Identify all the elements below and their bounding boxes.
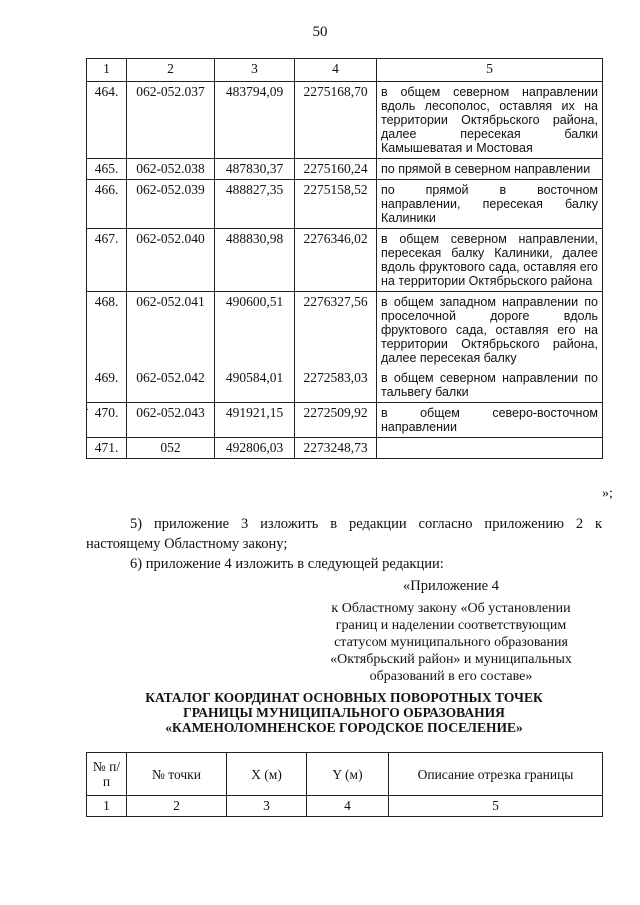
coordinates-table-body [87, 59, 603, 459]
paragraph-5: 5) приложение 3 изложить в редакции согласно приложению 2 к настоящему Областному закону; [86, 516, 602, 552]
catalog-heading [86, 690, 602, 735]
row-number: 470. [87, 403, 127, 438]
column-number: 5 [389, 796, 603, 817]
point-number: 062-052.043 [127, 403, 215, 438]
segment-description: в общем северном направлении, пересекая балку Калиники, далее вдоль фруктового сада, оставляя его на территории Октябрьского района [377, 229, 603, 292]
catalog-number-row [87, 796, 603, 817]
appendix-title: «Приложение 4 [403, 578, 499, 594]
table-row [87, 180, 603, 229]
point-number: 062-052.042 [127, 368, 215, 403]
table-row [87, 368, 603, 403]
y-coordinate: 2275168,70 [295, 82, 377, 159]
y-coordinate: 2276327,56 [295, 292, 377, 369]
x-coordinate: 487830,37 [215, 159, 295, 180]
x-coordinate: 492806,03 [215, 438, 295, 459]
appendix-line: статусом муниципального образования [334, 635, 568, 650]
point-number: 062-052.038 [127, 159, 215, 180]
header-cell: № п/п [87, 753, 127, 796]
closing-quote-mark: »; [602, 486, 613, 501]
table-header-row [87, 59, 603, 82]
appendix-caption [300, 600, 602, 685]
y-coordinate: 2275160,24 [295, 159, 377, 180]
y-coordinate: 2275158,52 [295, 180, 377, 229]
segment-description: по прямой в восточном направлении, пересекая балку Калиники [377, 180, 603, 229]
segment-description: в общем северо-восточном направлении [377, 403, 603, 438]
row-number: 466. [87, 180, 127, 229]
paragraph-6: 6) приложение 4 изложить в следующей редакции: [130, 556, 444, 572]
table-row [87, 403, 603, 438]
column-number: 2 [127, 796, 227, 817]
catalog-header-row [87, 753, 603, 796]
x-coordinate: 490584,01 [215, 368, 295, 403]
catalog-table [86, 752, 603, 817]
x-coordinate: 490600,51 [215, 292, 295, 369]
header-cell: 3 [215, 59, 295, 82]
row-number: 465. [87, 159, 127, 180]
row-number: 467. [87, 229, 127, 292]
appendix-line: образований в его составе» [369, 669, 533, 684]
point-number: 052 [127, 438, 215, 459]
header-cell: Описание отрезка границы [389, 753, 603, 796]
row-number: 471. [87, 438, 127, 459]
header-cell: 2 [127, 59, 215, 82]
table-row [87, 438, 603, 459]
y-coordinate: 2272509,92 [295, 403, 377, 438]
header-cell: 5 [377, 59, 603, 82]
x-coordinate: 491921,15 [215, 403, 295, 438]
segment-description: в общем северном направлении по тальвегу балки [377, 368, 603, 403]
header-cell: 1 [87, 59, 127, 82]
header-cell: Y (м) [307, 753, 389, 796]
appendix-line: «Октябрьский район» и муниципальных [330, 652, 572, 667]
header-cell: X (м) [227, 753, 307, 796]
segment-description: в общем западном направлении по проселочной дороге вдоль фруктового сада, оставляя его на территории Октябрьского района, далее пересекая балку [377, 292, 603, 369]
table-row [87, 229, 603, 292]
y-coordinate: 2273248,73 [295, 438, 377, 459]
coordinates-table [86, 58, 603, 459]
y-coordinate: 2276346,02 [295, 229, 377, 292]
column-number: 4 [307, 796, 389, 817]
column-number: 1 [87, 796, 127, 817]
x-coordinate: 483794,09 [215, 82, 295, 159]
catalog-line: КАТАЛОГ КООРДИНАТ ОСНОВНЫХ ПОВОРОТНЫХ ТОЧЕК [145, 690, 543, 705]
column-number: 3 [227, 796, 307, 817]
header-cell: 4 [295, 59, 377, 82]
appendix-line: к Областному закону «Об установлении [331, 601, 571, 616]
segment-description: в общем северном направлении вдоль лесополос, оставляя их на территории Октябрьского района, далее пересекая балки Камышеватая и Мостовая [377, 82, 603, 159]
page-number: 50 [312, 24, 328, 40]
appendix-line: границ и наделении соответствующим [335, 618, 567, 633]
table-row [87, 82, 603, 159]
segment-description [377, 438, 603, 459]
catalog-line: ГРАНИЦЫ МУНИЦИПАЛЬНОГО ОБРАЗОВАНИЯ [183, 705, 505, 720]
catalog-line: «КАМЕНОЛОМНЕНСКОЕ ГОРОДСКОЕ ПОСЕЛЕНИЕ» [165, 720, 523, 735]
x-coordinate: 488830,98 [215, 229, 295, 292]
segment-description: по прямой в северном направлении [377, 159, 603, 180]
y-coordinate: 2272583,03 [295, 368, 377, 403]
row-number: 469. [87, 368, 127, 403]
point-number: 062-052.041 [127, 292, 215, 369]
row-number: 464. [87, 82, 127, 159]
stray-mark: . [86, 402, 89, 413]
point-number: 062-052.040 [127, 229, 215, 292]
point-number: 062-052.037 [127, 82, 215, 159]
row-number: 468. [87, 292, 127, 369]
table-row [87, 159, 603, 180]
x-coordinate: 488827,35 [215, 180, 295, 229]
header-cell: № точки [127, 753, 227, 796]
point-number: 062-052.039 [127, 180, 215, 229]
table-row [87, 292, 603, 369]
